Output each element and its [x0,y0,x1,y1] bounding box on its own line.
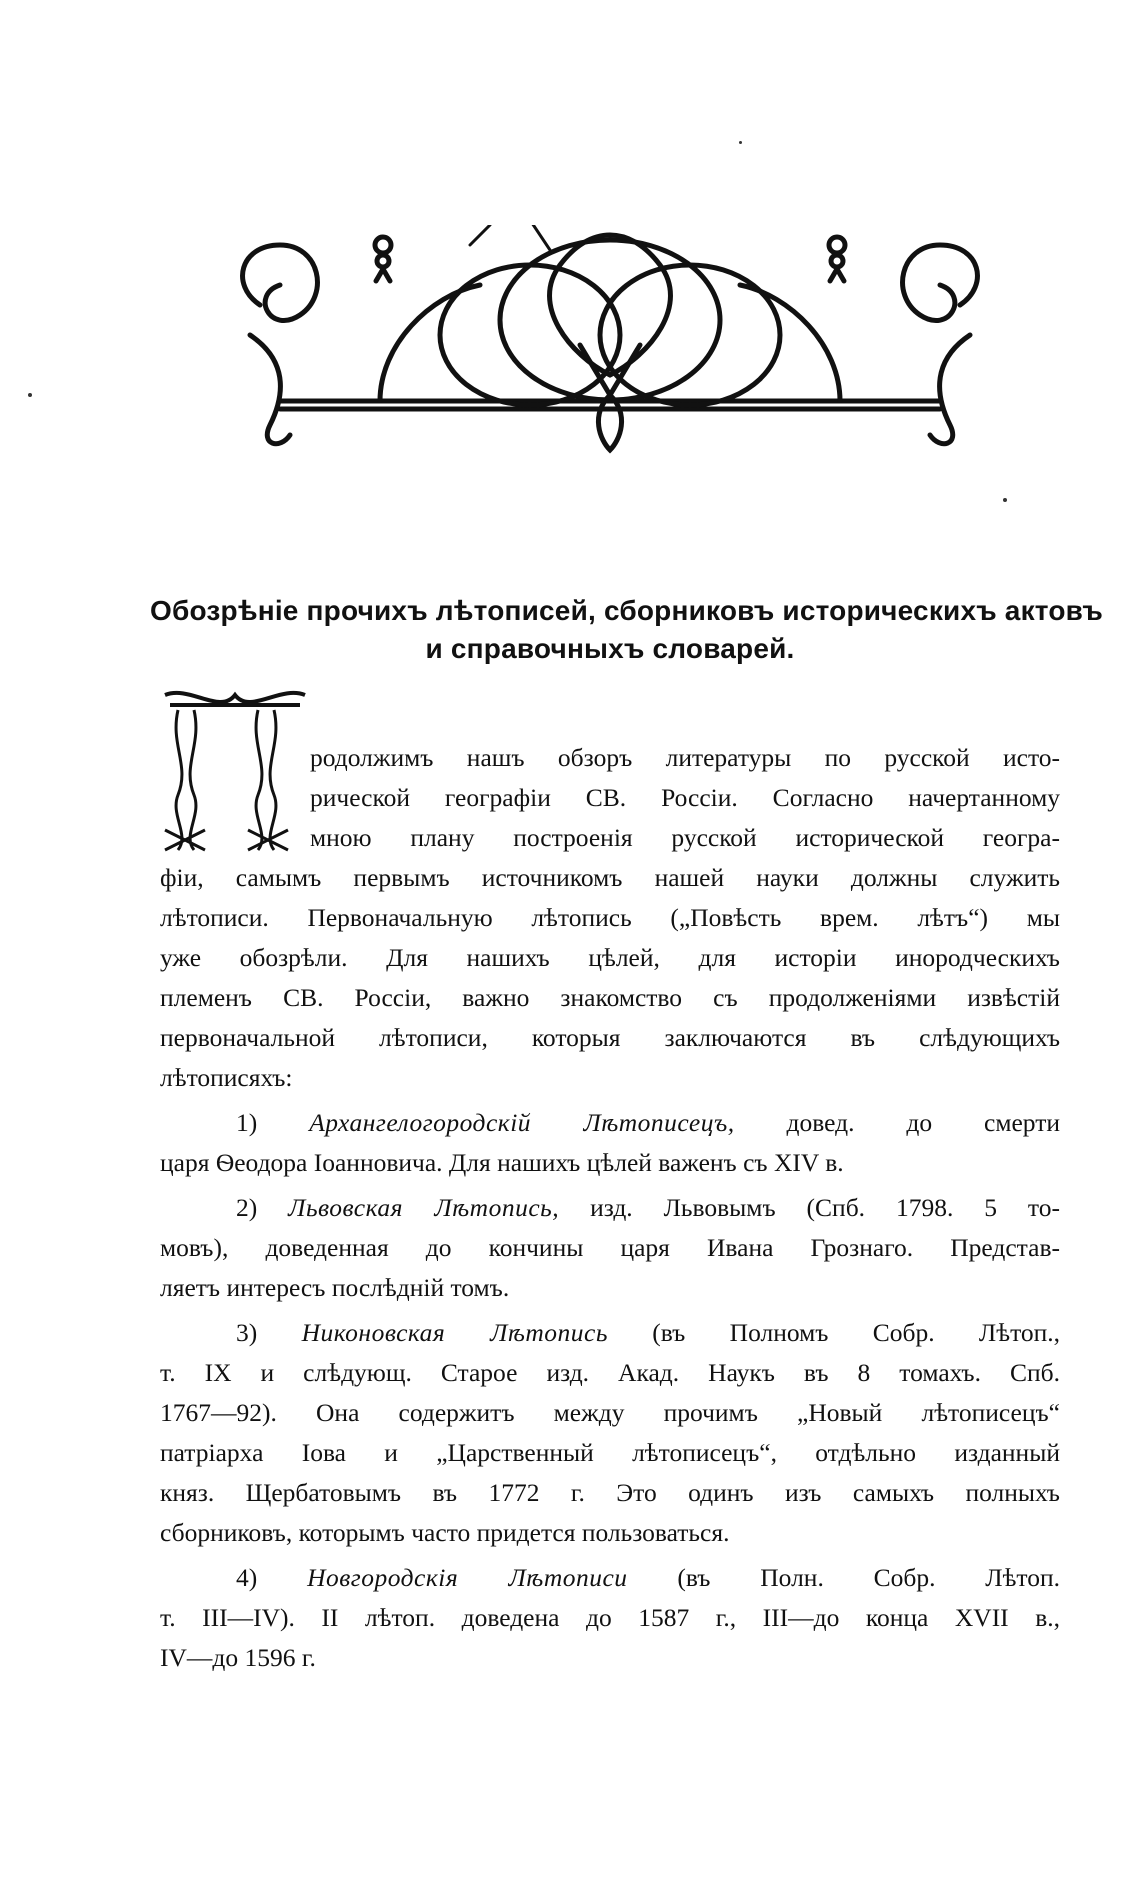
decorative-drop-cap [160,685,310,855]
body-line: племенъ СВ. Россіи, важно знакомство съ продолженіями извѣстій [160,983,1060,1012]
item-text: (въ Полн. Собр. Лѣтоп. [677,1563,1061,1592]
body-line: княз. Щербатовымъ въ 1772 г. Это одинъ изъ самыхъ полныхъ [160,1478,1060,1507]
body-line: т. IX и слѣдующ. Старое изд. Акад. Наукъ въ 8 томахъ. Спб. [160,1358,1060,1387]
item-number: 3) [236,1318,258,1347]
chronicle-title: Львовская Лѣтопись, [288,1193,560,1222]
chronicle-title: Архангелогородскій Лѣтописецъ, [309,1108,735,1137]
body-line: лѣтописи. Первоначальную лѣтопись („Повѣсть врем. лѣтъ“) мы [160,903,1060,932]
body-line: ляетъ интересъ послѣдній томъ. [160,1273,510,1302]
body-line: лѣтописяхъ: [160,1063,293,1092]
chapter-heading-line-2: и справочныхъ словарей. [425,633,795,664]
body-line: патріарха Іова и „Царственный лѣтописецъ“, отдѣльно изданный [160,1438,1060,1467]
body-line: царя Ѳеодора Іоанновича. Для нашихъ цѣлей важенъ съ XIV в. [160,1148,844,1177]
list-item-1-first-line [236,1103,1060,1143]
scan-speck [28,393,32,397]
item-number: 1) [236,1108,258,1137]
body-line: первоначальной лѣтописи, которыя заключаются въ слѣдующихъ [160,1023,1060,1052]
body-line: т. III—IV). II лѣтоп. доведена до 1587 г., III—до конца XVII в., [160,1603,1060,1632]
chapter-heading [150,592,1103,668]
chronicle-title: Новгородскія Лѣтописи [307,1563,628,1592]
chronicle-title: Никоновская Лѣтопись [301,1318,608,1347]
body-line: мною плану построенія русской исторической геогра- [310,823,1060,852]
body-line: мовъ), доведенная до кончины царя Ивана Грознаго. Представ- [160,1233,1060,1262]
list-item-3-first-line [236,1313,1060,1353]
item-number: 4) [236,1563,258,1592]
body-line: 1767—92). Она содержитъ между прочимъ „Новый лѣтописецъ“ [160,1398,1060,1427]
body-line: IV—до 1596 г. [160,1643,316,1672]
item-text: изд. Львовымъ (Спб. 1798. 5 то- [590,1193,1060,1222]
chapter-heading-line-1: Обозрѣніе прочихъ лѣтописей, сборниковъ историческихъ актовъ [150,595,1103,626]
body-line: рической географіи СВ. Россіи. Согласно начертанному [310,783,1060,812]
body-line: сборниковъ, которымъ часто придется пользоваться. [160,1518,730,1547]
item-number: 2) [236,1193,258,1222]
list-item-2-first-line [236,1188,1060,1228]
body-line: уже обозрѣли. Для нашихъ цѣлей, для исторіи инородческихъ [160,943,1060,972]
scan-speck [1003,498,1007,502]
list-item-4-first-line [236,1558,1060,1598]
ornamental-headpiece [230,225,990,465]
body-line: фіи, самымъ первымъ источникомъ нашей науки должны служить [160,863,1060,892]
scan-speck [739,141,742,144]
item-text: (въ Полномъ Собр. Лѣтоп., [652,1318,1061,1347]
body-line: родолжимъ нашъ обзоръ литературы по русской исто- [310,743,1060,772]
item-text: довед. до смерти [786,1108,1061,1137]
